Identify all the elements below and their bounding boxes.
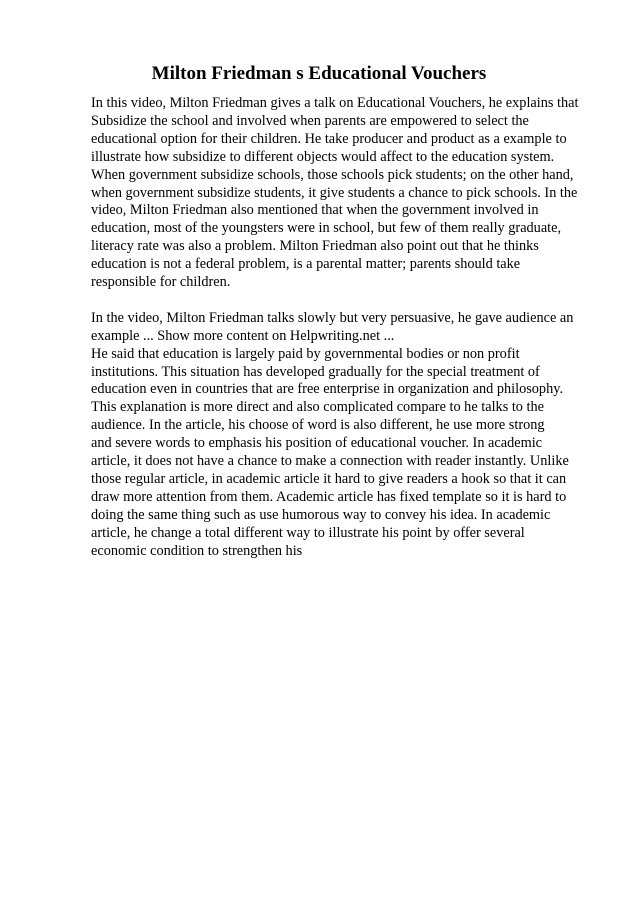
text-line: In this video, Milton Friedman gives a talk on Educational Vouchers, he explains that — [91, 95, 579, 111]
page-title: Milton Friedman s Educational Vouchers — [151, 63, 487, 84]
text-line: draw more attention from them. Academic article has fixed template so it is hard to — [91, 488, 567, 505]
paragraph-1 — [91, 95, 611, 292]
text-line: article, he change a total different way to illustrate his point by offer several — [91, 524, 525, 541]
text-line: responsible for children. — [91, 274, 231, 291]
text-line: audience. In the article, his choose of word is also different, he use more strong — [91, 417, 545, 434]
text-line: education, most of the youngsters were in school, but few of them really graduate, — [91, 220, 562, 237]
text-line: Subsidize the school and involved when parents are empowered to select the — [91, 112, 529, 129]
document-body — [91, 95, 611, 561]
text-line: and severe words to emphasis his position of educational voucher. In academic — [91, 435, 543, 452]
text-line: video, Milton Friedman also mentioned that when the government involved in — [91, 202, 539, 219]
text-line: When government subsidize schools, those schools pick students; on the other hand, — [91, 166, 574, 183]
text-line: In the video, Milton Friedman talks slowly but very persuasive, he gave audience an — [91, 309, 574, 326]
text-line: article, it does not have a chance to make a connection with reader instantly. Unlike — [91, 453, 569, 470]
text-line: educational option for their children. He take producer and product as a example to — [91, 130, 567, 147]
text-line: those regular article, in academic article it hard to give readers a hook so that it can — [91, 471, 567, 488]
paragraph-spacer — [91, 292, 611, 310]
text-line: example ... Show more content on Helpwriting.net ... — [91, 327, 395, 344]
text-line: education even in countries that are free enterprise in organization and philosophy. — [91, 381, 564, 398]
text-line: literacy rate was also a problem. Milton Friedman also point out that he thinks — [91, 238, 539, 255]
text-line: institutions. This situation has developed gradually for the special treatment of — [91, 363, 540, 380]
text-line: economic condition to strengthen his — [91, 542, 303, 559]
paragraph-2 — [91, 310, 611, 561]
text-line: education is not a federal problem, is a parental matter; parents should take — [91, 256, 521, 273]
text-line: illustrate how subsidize to different objects would affect to the education system. — [91, 148, 555, 165]
text-line: He said that education is largely paid by governmental bodies or non profit — [91, 345, 520, 362]
text-line: This explanation is more direct and also complicated compare to he talks to the — [91, 399, 544, 416]
text-line: doing the same thing such as use humorous way to convey his idea. In academic — [91, 506, 551, 523]
text-line: when government subsidize students, it give students a chance to pick schools. In the — [91, 184, 578, 201]
